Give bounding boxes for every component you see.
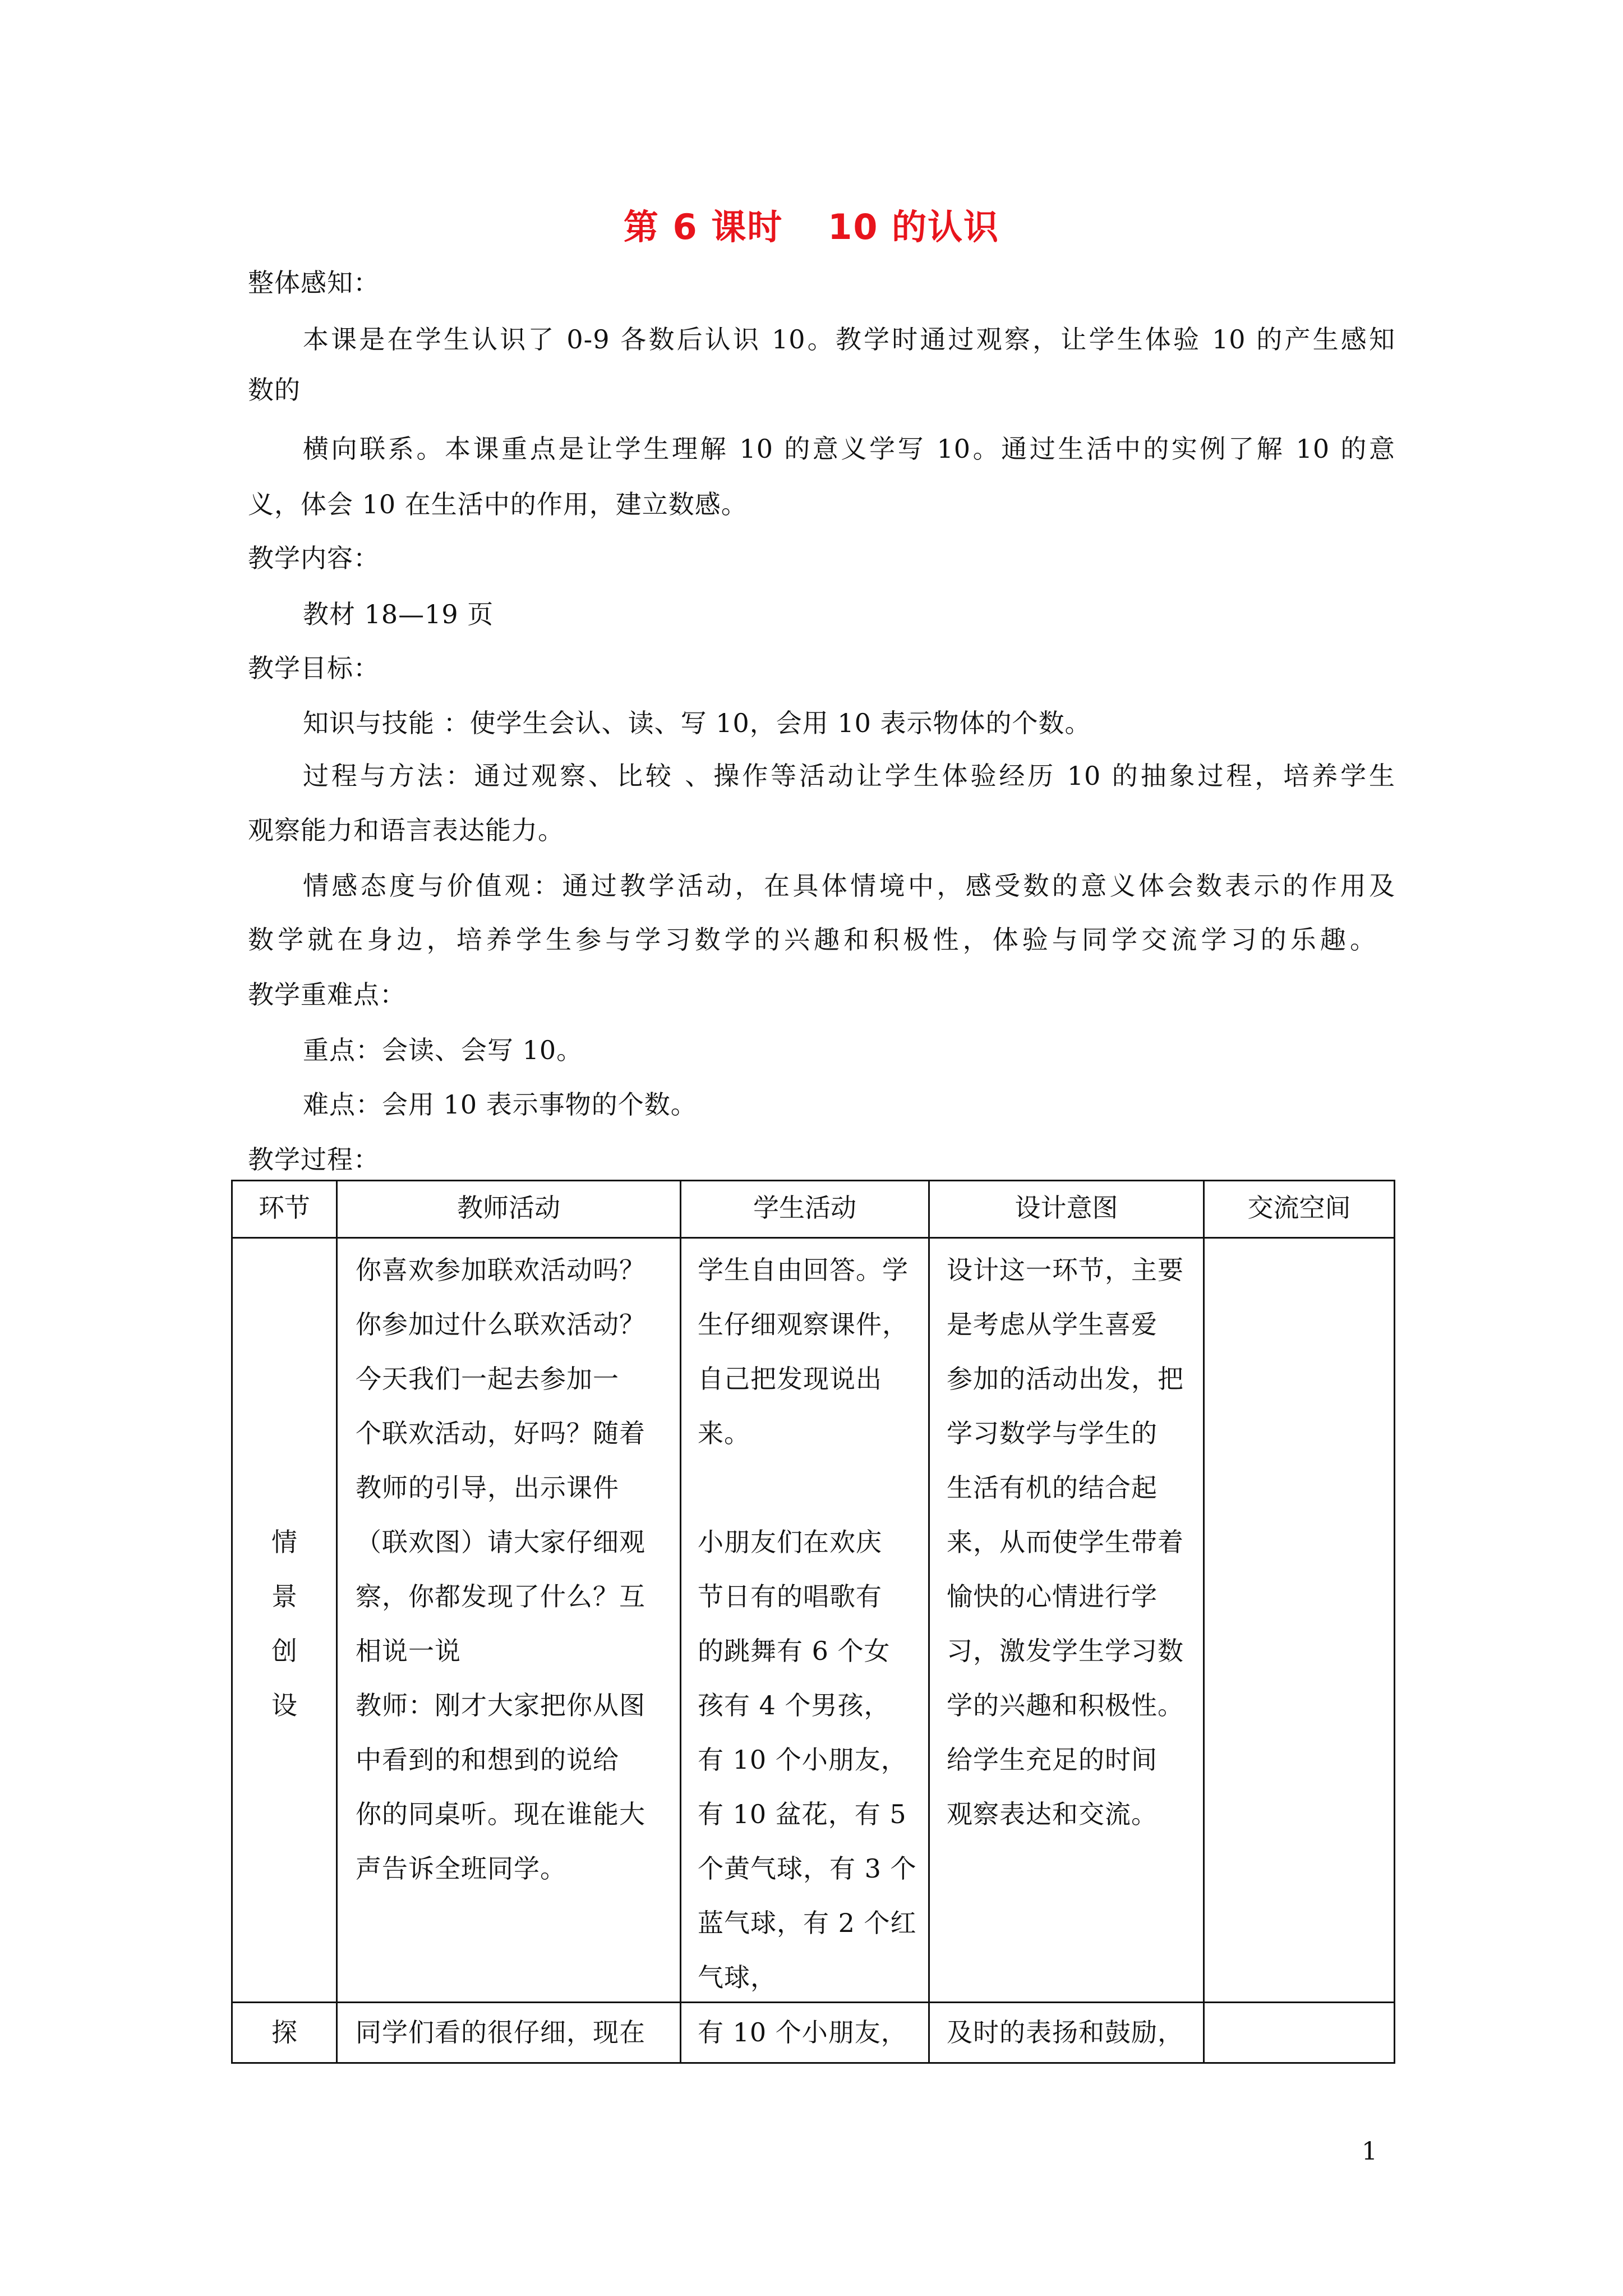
design-intent-line: 参加的活动出发，把 xyxy=(947,1364,1184,1394)
teacher-activity-line: 同学们看的很仔细，现在 xyxy=(356,2017,645,2047)
teacher-activity-line: 你参加过什么联欢活动？ xyxy=(356,1309,645,1340)
student-activity-line: 节日有的唱歌有 xyxy=(698,1581,882,1612)
keypoints-label: 教学重难点： xyxy=(248,979,406,1010)
goal-process-line1: 过程与方法：通过观察、比较 、操作等活动让学生体验经历 10 的抽象过程，培养学生 xyxy=(303,761,1395,791)
design-intent-line: 学习数学与学生的 xyxy=(947,1418,1158,1448)
design-intent-line: 习，激发学生学习数 xyxy=(947,1636,1184,1666)
content-text: 教材 18—19 页 xyxy=(303,599,494,629)
student-activity-line: 来。 xyxy=(698,1418,750,1448)
header-teacher-activity: 教师活动 xyxy=(457,1193,560,1223)
student-activity-line: 孩有 4 个男孩， xyxy=(698,1690,891,1720)
table-col-divider-1 xyxy=(336,1180,338,2064)
goal-process-line2: 观察能力和语言表达能力。 xyxy=(248,815,564,845)
student-activity-line: 气球， xyxy=(698,1962,777,1993)
design-intent-line: 设计这一环节，主要 xyxy=(947,1255,1184,1285)
table-border-left xyxy=(231,1180,233,2064)
design-intent-line: 及时的表扬和鼓励， xyxy=(947,2017,1184,2047)
design-intent-line: 观察表达和交流。 xyxy=(947,1799,1158,1829)
goal-knowledge: 知识与技能 ：使学生会认、读、写 10，会用 10 表示物体的个数。 xyxy=(303,708,1091,738)
teacher-activity-line: （联欢图）请大家仔细观 xyxy=(356,1527,645,1557)
difficult-point: 难点：会用 10 表示事物的个数。 xyxy=(303,1089,697,1120)
table-border-bottom xyxy=(231,2062,1395,2064)
table-border-right xyxy=(1394,1180,1395,2064)
teacher-activity-line: 你的同桌听。现在谁能大 xyxy=(356,1799,645,1829)
teacher-activity-line: 察，你都发现了什么？互 xyxy=(356,1581,645,1612)
teacher-activity-line: 声告诉全班同学。 xyxy=(356,1853,566,1884)
student-activity-line: 有 10 盆花，有 5 xyxy=(698,1799,907,1829)
overview-para2-line2: 义，体会 10 在生活中的作用，建立数感。 xyxy=(248,489,748,519)
stage-char: 情 xyxy=(271,1527,297,1557)
overview-para1-line1: 本课是在学生认识了 0-9 各数后认识 10。教学时通过观察，让学生体验 10 的产生感知 xyxy=(303,324,1395,355)
title-lesson-number: 第 6 课时 xyxy=(623,206,783,247)
teacher-activity-line: 教师：刚才大家把你从图 xyxy=(356,1690,645,1720)
title-topic: 10 的认识 xyxy=(828,206,1000,247)
teacher-activity-line: 相说一说 xyxy=(356,1636,461,1666)
teacher-activity-line: 今天我们一起去参加一 xyxy=(356,1364,619,1394)
student-activity-line: 蓝气球，有 2 个红 xyxy=(698,1908,917,1938)
header-stage: 环节 xyxy=(259,1193,310,1223)
student-activity-line: 的跳舞有 6 个女 xyxy=(698,1636,891,1666)
student-activity-line: 小朋友们在欢庆 xyxy=(698,1527,882,1557)
table-col-divider-2 xyxy=(680,1180,681,2064)
design-intent-line: 来，从而使学生带着 xyxy=(947,1527,1184,1557)
page-number: 1 xyxy=(1362,2137,1377,2166)
teacher-activity-line: 你喜欢参加联欢活动吗？ xyxy=(356,1255,645,1285)
design-intent-line: 愉快的心情进行学 xyxy=(947,1581,1158,1612)
design-intent-line: 生活有机的结合起 xyxy=(947,1473,1158,1503)
overview-para1-line2: 数的 xyxy=(248,375,301,405)
stage-char: 设 xyxy=(271,1690,297,1720)
key-point: 重点：会读、会写 10。 xyxy=(303,1035,583,1065)
overview-para2-line1: 横向联系。本课重点是让学生理解 10 的意义学写 10。通过生活中的实例了解 10 的意 xyxy=(303,434,1395,464)
teacher-activity-line: 教师的引导，出示课件 xyxy=(356,1473,619,1503)
student-activity-line: 有 10 个小朋友， xyxy=(698,2017,907,2047)
goal-emotion-line1: 情感态度与价值观：通过教学活动，在具体情境中，感受数的意义体会数表示的作用及 xyxy=(303,871,1395,901)
table-border-top xyxy=(231,1180,1395,1181)
header-student-activity: 学生活动 xyxy=(753,1193,856,1223)
table-row-divider xyxy=(231,2001,1395,2003)
content-label: 教学内容： xyxy=(248,543,380,573)
design-intent-line: 是考虑从学生喜爱 xyxy=(947,1309,1158,1340)
student-activity-line: 个黄气球，有 3 个 xyxy=(698,1853,917,1884)
table-col-divider-3 xyxy=(928,1180,930,2064)
teacher-activity-line: 中看到的和想到的说给 xyxy=(356,1745,619,1775)
teacher-activity-line: 个联欢活动，好吗？随着 xyxy=(356,1418,645,1448)
student-activity-line: 学生自由回答。学 xyxy=(698,1255,909,1285)
header-exchange-space: 交流空间 xyxy=(1247,1193,1351,1223)
goals-label: 教学目标： xyxy=(248,653,380,683)
design-intent-line: 学的兴趣和积极性。 xyxy=(947,1690,1184,1720)
header-design-intent: 设计意图 xyxy=(1015,1193,1118,1223)
design-intent-line: 给学生充足的时间 xyxy=(947,1745,1158,1775)
process-label: 教学过程： xyxy=(248,1144,380,1175)
table-header-divider xyxy=(231,1237,1395,1239)
overview-label: 整体感知： xyxy=(248,268,380,298)
teaching-process-table xyxy=(231,1180,1395,2064)
page-title xyxy=(0,199,1623,249)
stage-char: 创 xyxy=(271,1636,297,1666)
stage2-char: 探 xyxy=(271,2017,297,2047)
student-activity-line: 生仔细观察课件， xyxy=(698,1309,909,1340)
stage-char: 景 xyxy=(271,1581,297,1612)
student-activity-line: 自己把发现说出 xyxy=(698,1364,882,1394)
table-col-divider-4 xyxy=(1203,1180,1205,2064)
goal-emotion-line2: 数学就在身边，培养学生参与学习数学的兴趣和积极性，体验与同学交流学习的乐趣。 xyxy=(248,924,1376,955)
student-activity-line: 有 10 个小朋友， xyxy=(698,1745,907,1775)
